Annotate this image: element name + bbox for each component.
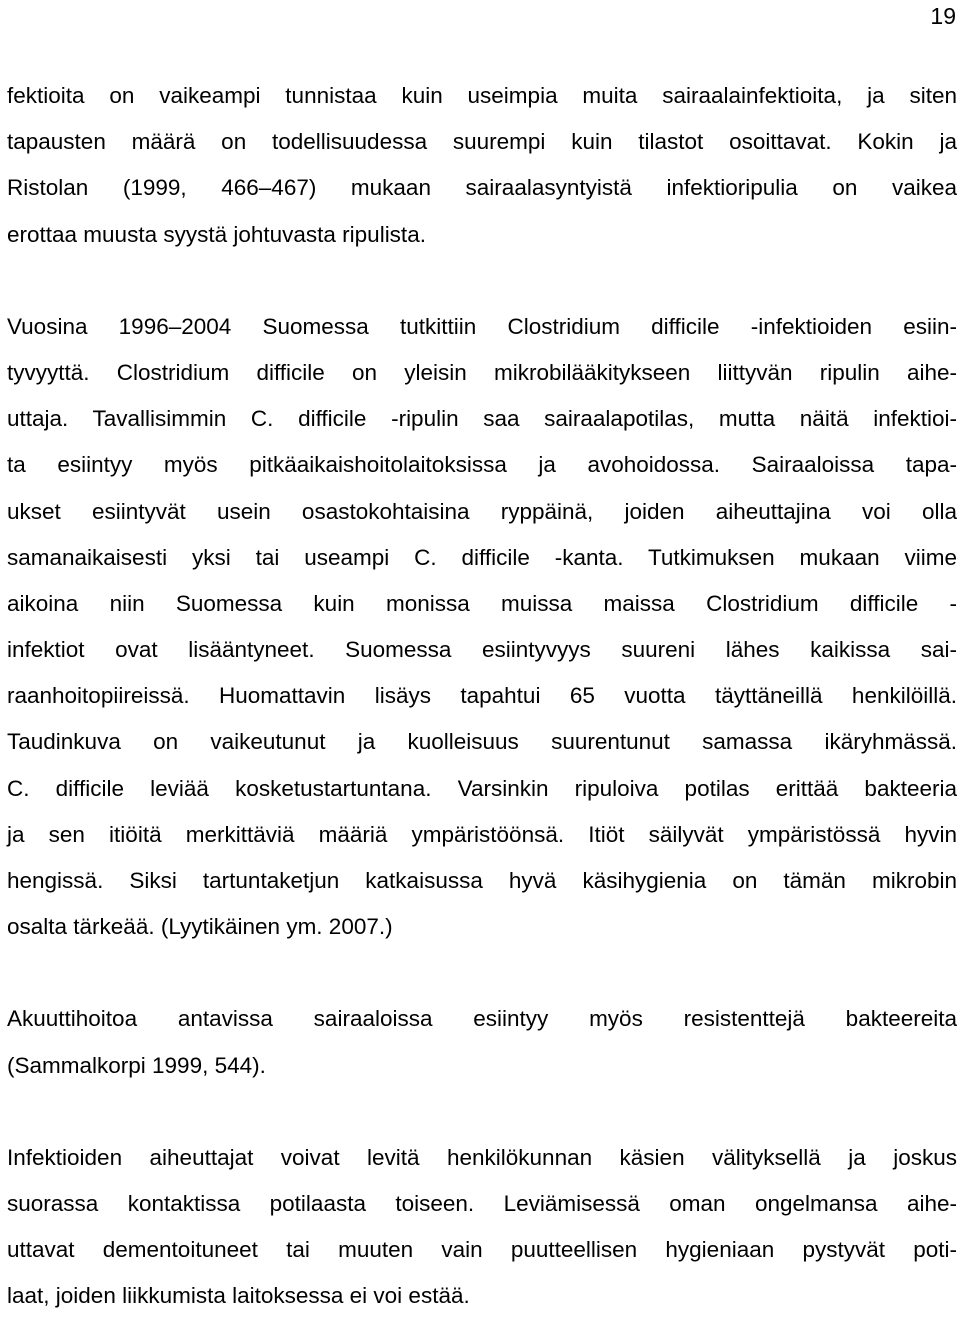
text-line: tapausten määrä on todellisuudessa suurempi kuin tilastot osoittavat. Kokin ja <box>7 129 957 155</box>
text-line: infektiot ovat lisääntyneet. Suomessa esiintyvyys suureni lähes kaikissa sai- <box>7 637 957 663</box>
paragraph-4 <box>7 1135 957 1320</box>
text-line: erottaa muusta syystä johtuvasta ripulista. <box>7 221 426 247</box>
text-line: fektioita on vaikeampi tunnistaa kuin useimpia muita sairaalainfektioita, ja siten <box>7 83 957 108</box>
text-line: (Sammalkorpi 1999, 544). <box>7 1052 266 1078</box>
text-line: hengissä. Siksi tartuntaketjun katkaisussa hyvä käsihygienia on tämän mikrobin <box>7 868 957 893</box>
text-line: ja sen itiöitä merkittäviä määriä ympäristöönsä. Itiöt säilyvät ympäristössä hyvin <box>7 821 957 847</box>
text-line: tyvyyttä. Clostridium difficile on yleisin mikrobilääkitykseen liittyvän ripulin aihe- <box>7 359 957 385</box>
text-line: ukset esiintyvät usein osastokohtaisina ryppäinä, joiden aiheuttajina voi olla <box>7 498 957 524</box>
paragraph-3 <box>7 996 957 1088</box>
paragraph-1 <box>7 73 957 258</box>
text-line: suorassa kontaktissa potilaasta toiseen. Leviämisessä oman ongelmansa aihe- <box>7 1190 957 1216</box>
text-line: Infektioiden aiheuttajat voivat levitä henkilökunnan käsien välityksellä ja joskus <box>7 1144 957 1170</box>
text-line: osalta tärkeää. (Lyytikäinen ym. 2007.) <box>7 914 393 940</box>
text-line: uttaja. Tavallisimmin C. difficile -ripulin saa sairaalapotilas, mutta näitä infektioi- <box>7 406 957 432</box>
document-body <box>7 73 957 1320</box>
text-line: Taudinkuva on vaikeutunut ja kuolleisuus suurentunut samassa ikäryhmässä. <box>7 729 957 755</box>
text-line: aikoina niin Suomessa kuin monissa muissa maissa Clostridium difficile - <box>7 590 957 616</box>
page-number: 19 <box>930 3 956 29</box>
text-line: raanhoitopiireissä. Huomattavin lisäys tapahtui 65 vuotta täyttäneillä henkilöillä. <box>7 683 957 709</box>
text-line: C. difficile leviää kosketustartuntana. Varsinkin ripuloiva potilas erittää bakteeria <box>7 775 957 801</box>
text-line: samanaikaisesti yksi tai useampi C. difficile -kanta. Tutkimuksen mukaan viime <box>7 544 957 570</box>
text-line: Ristolan (1999, 466–467) mukaan sairaalasyntyistä infektioripulia on vaikea <box>7 175 957 201</box>
text-line: Vuosina 1996–2004 Suomessa tutkittiin Clostridium difficile -infektioiden esiin- <box>7 313 957 339</box>
text-line: Akuuttihoitoa antavissa sairaaloissa esiintyy myös resistenttejä bakteereita <box>7 1006 957 1032</box>
text-line: uttavat dementoituneet tai muuten vain puutteellisen hygieniaan pystyvät poti- <box>7 1237 957 1263</box>
text-line: laat, joiden liikkumista laitoksessa ei voi estää. <box>7 1283 470 1309</box>
text-line: ta esiintyy myös pitkäaikaishoitolaitoksissa ja avohoidossa. Sairaaloissa tapa- <box>7 452 957 478</box>
paragraph-2 <box>7 304 957 951</box>
